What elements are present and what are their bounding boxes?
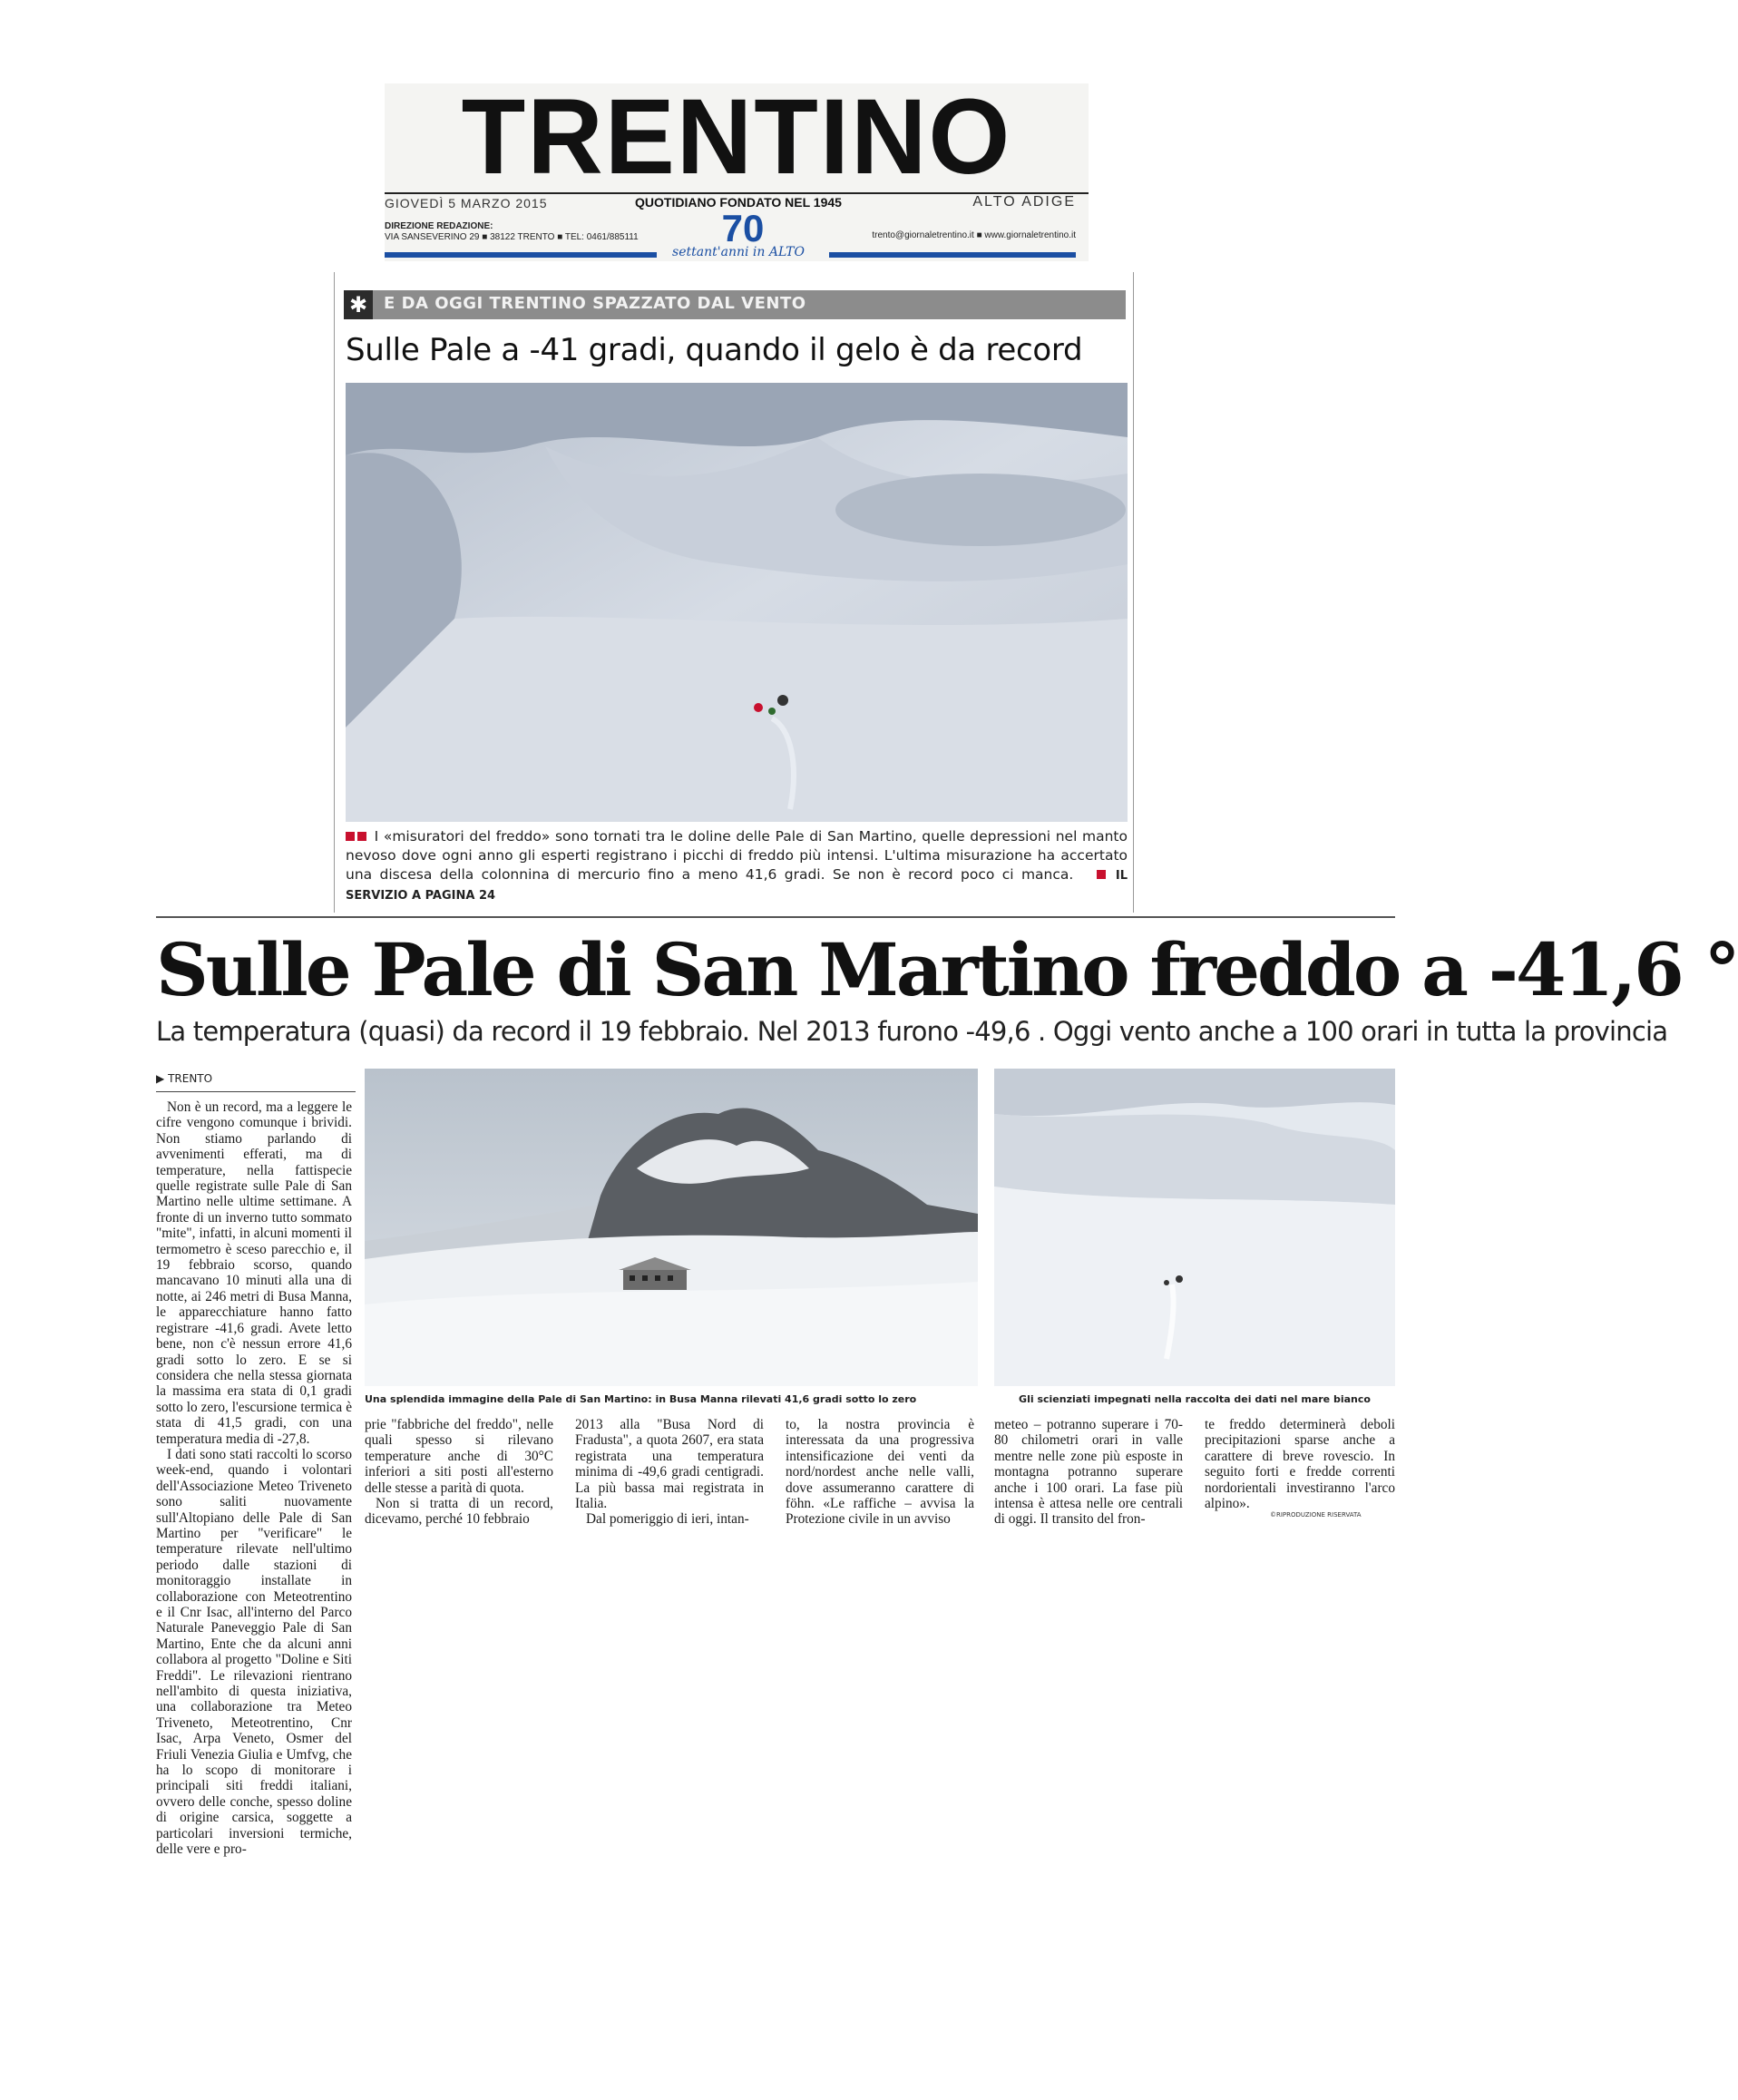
article-paragraph: I dati sono stati raccolti lo scorso week-end, quando i volontari dell'Associazione Meteo Triveneto sono saliti nuovamente sull'Altopiano delle Pale di San Martino per "verificare" le temperature rilevate nell'ultimo periodo dalle stazioni di monitoraggio installate in collaborazione con Meteotrentino e il Cnr Isac, all'interno del Parco Naturale Paneveggio Pale di San Martino, Ente che da alcuni anni collabora al progetto "Doline e Siti Freddi". Le rilevazioni rientrano nell'ambito di questa iniziativa, una collaborazione tra Meteo Triveneto, Meteotrentino, Cnr Isac, Arpa Veneto, Osmer del Friuli Venezia Giulia e Umfvg, che ha lo scopo di monitorare i principali siti freddi italiani, ovvero delle conche, spesso doline di origine carsica, soggette a particolari inversioni termiche, delle vere e pro- [156,1446,352,1858]
article-subheadline: La temperatura (quasi) da record il 19 febbraio. Nel 2013 furono -49,6 . Oggi vento anche a 100 orari in tutta la provincia [156,1016,1668,1047]
blank-area [365,1537,1395,1867]
article-column-4 [786,1417,974,1528]
article-column-6 [1205,1417,1395,1511]
teaser-caption-text: I «misuratori del freddo» sono tornati tra le doline delle Pale di San Martino, quelle depressioni nel manto nevoso dove ogni anno gli esperti registrano i picchi di freddo più intensi. L'ultima misurazione ha accertato una discesa della colonnina di mercurio fino a meno 41,6 gradi. Se non è record poco ci manca. [346,828,1128,883]
teaser-title: Sulle Pale a -41 gradi, quando il gelo è da record [346,332,1083,368]
article-column-1 [156,1099,352,1858]
article-paragraph: Non è un record, ma a leggere le cifre vengono comunque i brividi. Non stiamo parlando di avvenimenti efferati, ma di temperature, nella fattispecie quelle registrate sulle Pale di San Martino nelle ultime settimane. A fronte di un inverno tutto sommato "mite", infatti, in alcuni momenti il termometro è sceso parecchio e, il 19 febbraio scorso, quando mancavano 10 minuti alla una di notte, ai 246 metri di Busa Manna, le apparecchiature hanno fatto registrare -41,6 gradi. Avete letto bene, non c'è nessun errore 41,6 gradi sotto lo zero. E se si considera che nella stessa giornata la massima era stata di 0,1 gradi sotto lo zero, l'escursione termica è stata di 41,5 gradi, con una temperatura media di -27,8. [156,1099,352,1447]
newspaper-name: TRENTINO [461,77,1012,197]
teaser-kicker: E DA OGGI TRENTINO SPAZZATO DAL VENTO [384,294,806,313]
masthead-blue-rule-right [829,252,1076,258]
masthead-blue-rule-left [385,252,657,258]
photo-caption-main: Una splendida immagine della Pale di San Martino: in Busa Manna rilevati 41,6 gradi sotto lo zero [365,1393,917,1405]
rights-notice: ©RIPRODUZIONE RISERVATA [1270,1511,1362,1519]
issue-date: GIOVEDÌ 5 MARZO 2015 [385,196,548,210]
article-column-2 [365,1417,553,1528]
article-paragraph: Dal pomeriggio di ieri, intan- [586,1511,749,1528]
dateline-city: TRENTO [168,1072,213,1085]
teaser-kicker-bar [344,290,1126,319]
founded-line: QUOTIDIANO FONDATO NEL 1945 [635,195,842,210]
front-page-teaser [334,272,1134,913]
article-paragraph: Non si tratta di un record, dicevamo, perché 10 febbraio [365,1496,553,1528]
page-reference: IL SERVIZIO A PAGINA 24 [346,869,1128,903]
red-square-icon [357,832,366,841]
article-paragraph: 2013 alla "Busa Nord di Fradusta", a quota 2607, era stata registrata una temperatura minima di -49,6 gradi centigradi. La più bassa mai registrata in Italia. [575,1417,764,1512]
snowflake-icon: ✱ [344,290,373,319]
article-paragraph: prie "fabbriche del freddo", nelle quali spesso si rilevano temperature anche di 30°C inferiori a siti posti all'esterno delle stesse a parità di quota. [365,1417,553,1496]
article-top-rule [156,916,1395,918]
teaser-photo-snowfield [346,383,1128,822]
anniversary-logo: 70 [721,207,765,249]
article-paragraph: te freddo determinerà deboli precipitazioni sparse anche a carattere di breve rovescio. In seguito forti e fredde correnti nordorientali investiranno l'arco alpino». [1205,1417,1395,1512]
article-column-3 [575,1417,764,1528]
photo-caption-side: Gli scienziati impegnati nella raccolta dei dati nel mare bianco [1019,1393,1371,1405]
article-paragraph: meteo – potranno superare i 70-80 chilometri orari in valle mentre nelle zone più esposte in montagna potranno superare anche i 100 orari. La fase più intensa è attesa nelle ore centrali di oggi. Il transito del fron- [994,1417,1183,1528]
article-headline: Sulle Pale di San Martino freddo a -41,6 ° [156,927,1738,1012]
article-column-5 [994,1417,1183,1528]
dateline-arrow-icon: ▶ [156,1072,165,1085]
region-label: ALTO ADIGE [972,194,1076,210]
red-square-icon [346,832,355,841]
contact-line: trento@giornaletrentino.it ■ www.giornaletrentino.it [872,230,1076,240]
dateline [156,1072,356,1092]
editorial-address: VIA SANSEVERINO 29 ■ 38122 TRENTO ■ TEL: 0461/885111 [385,232,639,242]
anniversary-tagline: settant'anni in ALTO [672,245,805,259]
teaser-caption [346,827,1128,905]
masthead [385,77,1089,261]
red-square-icon [1097,870,1106,879]
photo-mountain-hut [365,1069,978,1386]
article-paragraph: to, la nostra provincia è interessata da una progressiva intensificazione dei venti da nord/nordest anche nelle valli, dove assumeranno carattere di föhn. «Le raffiche – avvisa la Protezione civile in un avviso [786,1417,974,1528]
direction-label: DIREZIONE REDAZIONE: [385,221,493,231]
photo-snow-field-scientists [994,1069,1395,1386]
